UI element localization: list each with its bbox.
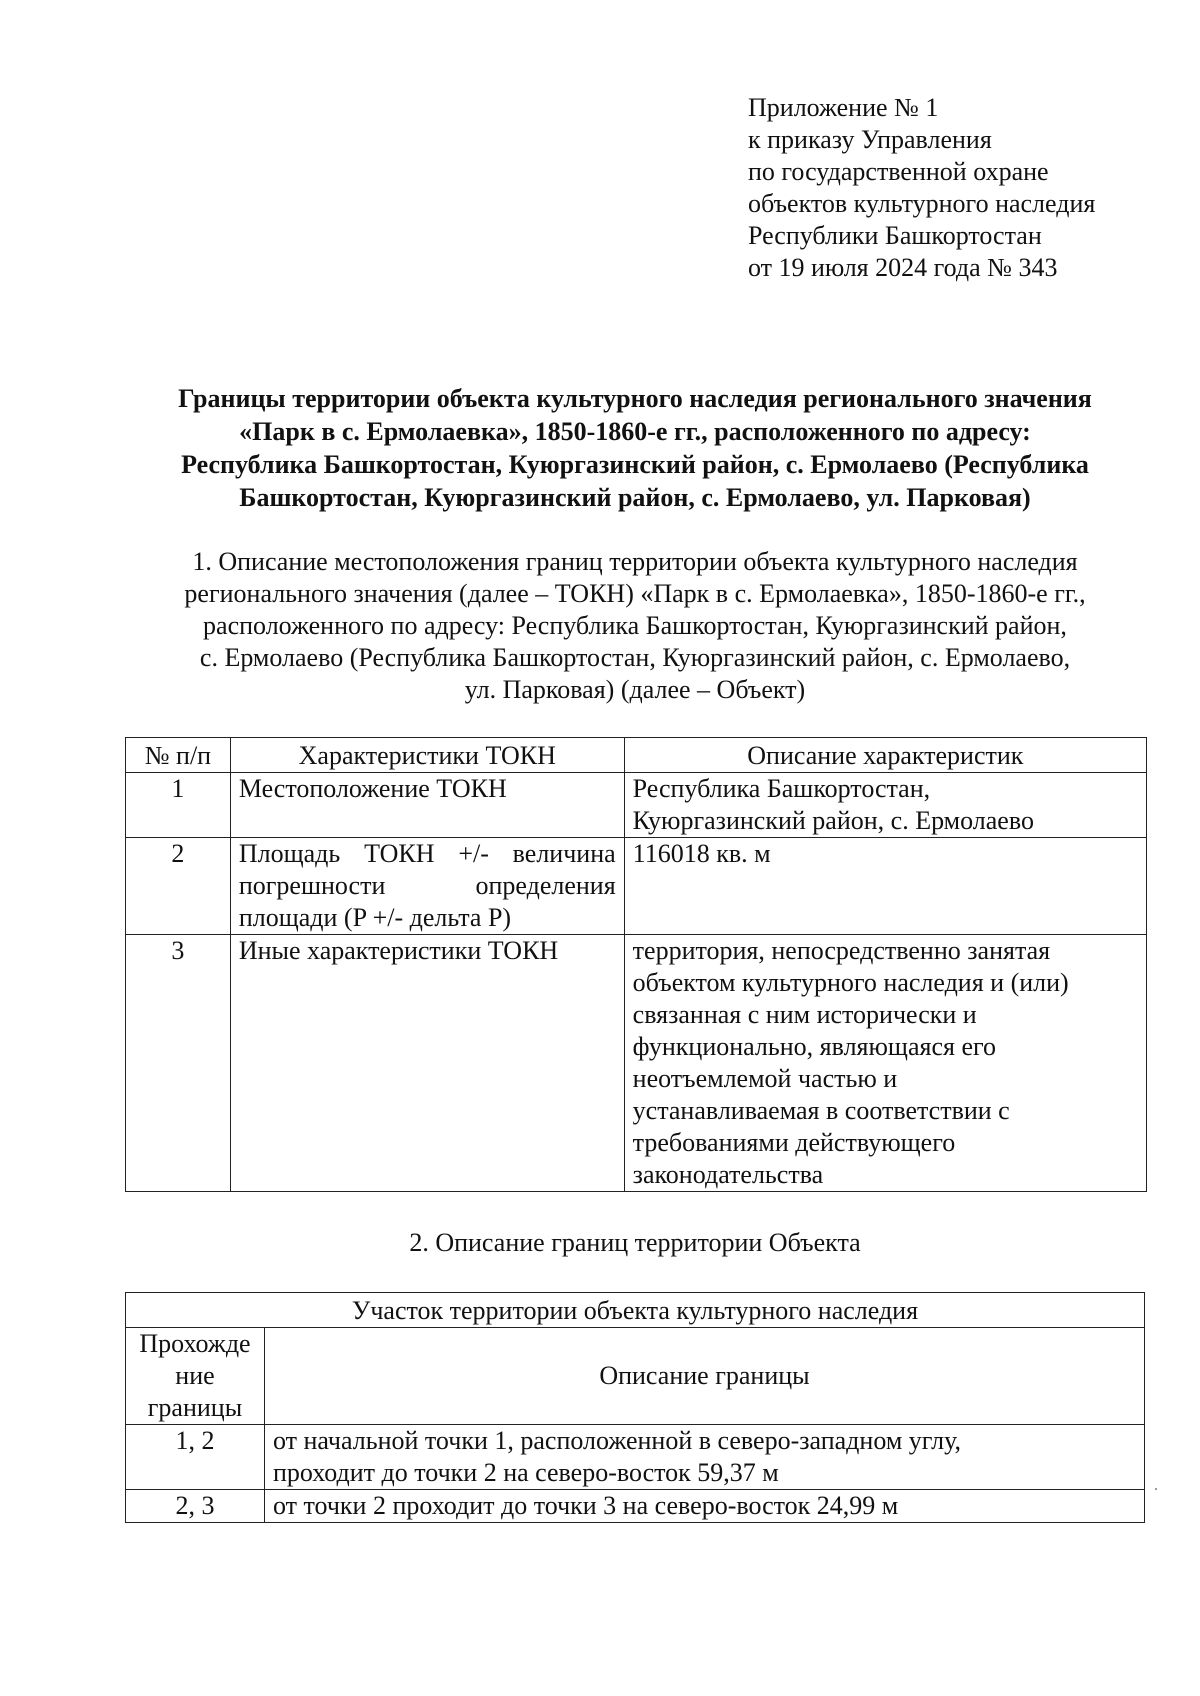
description-line: Куюргазинский район, с. Ермолаево bbox=[632, 806, 1034, 835]
title-line: «Парк в с. Ермолаевка», 1850-1860-е гг., расположенного по адресу: bbox=[239, 417, 1031, 446]
row-number: 1 bbox=[126, 773, 231, 838]
title-line: Республика Башкортостан, Куюргазинский район, с. Ермолаево (Республика bbox=[181, 450, 1089, 479]
appendix-line: к приказу Управления bbox=[748, 125, 992, 154]
description-line: неотъемлемой частью и bbox=[632, 1064, 898, 1093]
header-description: Описание границы bbox=[264, 1328, 1144, 1425]
row-description bbox=[624, 935, 1146, 1192]
appendix-header bbox=[748, 92, 1095, 284]
row-description bbox=[624, 773, 1146, 838]
section-2-heading: 2. Описание границ территории Объекта bbox=[409, 1228, 861, 1257]
title-line: Границы территории объекта культурного наследия регионального значения bbox=[178, 384, 1092, 413]
section-1-heading bbox=[120, 546, 1150, 706]
table-row bbox=[126, 838, 1147, 935]
characteristic-word: определения bbox=[475, 871, 616, 900]
table-row bbox=[126, 1490, 1145, 1523]
borders-table bbox=[125, 1292, 1145, 1523]
section-1-line: 1. Описание местоположения границ территории объекта культурного наследия bbox=[192, 547, 1078, 576]
characteristic-word: величина bbox=[512, 839, 616, 868]
description-line: устанавливаемая в соответствии с bbox=[632, 1096, 1010, 1125]
header-passage-line: границы bbox=[147, 1393, 243, 1422]
section-1-line: расположенного по адресу: Республика Башкортостан, Куюргазинский район, bbox=[203, 611, 1067, 640]
appendix-line: от 19 июля 2024 года № 343 bbox=[748, 253, 1058, 282]
row-characteristic bbox=[230, 838, 624, 935]
appendix-line: по государственной охране bbox=[748, 157, 1049, 186]
characteristic-word: ТОКН bbox=[364, 839, 435, 868]
row-characteristic: Иные характеристики ТОКН bbox=[230, 935, 624, 1192]
header-passage bbox=[126, 1328, 265, 1425]
appendix-line: Республики Башкортостан bbox=[748, 221, 1042, 250]
header-number: № п/п bbox=[126, 738, 231, 773]
table-header-row bbox=[126, 1328, 1145, 1425]
title-line: Башкортостан, Куюргазинский район, с. Ермолаево, ул. Парковая) bbox=[239, 483, 1031, 512]
table-row bbox=[126, 935, 1147, 1192]
description-line: функционально, являющаяся его bbox=[632, 1032, 996, 1061]
description-line: требованиями действующего bbox=[632, 1128, 956, 1157]
appendix-line: объектов культурного наследия bbox=[748, 189, 1096, 218]
characteristic-line: площади (P +/- дельта P) bbox=[238, 903, 512, 932]
description-line: объектом культурного наследия и (или) bbox=[632, 968, 1069, 997]
description-line: территория, непосредственно занятая bbox=[632, 936, 1051, 965]
characteristic-word: +/- bbox=[458, 839, 489, 868]
row-points: 1, 2 bbox=[126, 1425, 265, 1490]
table-caption: Участок территории объекта культурного наследия bbox=[126, 1293, 1145, 1328]
characteristics-table bbox=[125, 737, 1147, 1192]
header-description: Описание характеристик bbox=[624, 738, 1146, 773]
table-row bbox=[126, 773, 1147, 838]
section-1-line: ул. Парковая) (далее – Объект) bbox=[464, 675, 806, 704]
characteristic-word: Площадь bbox=[238, 839, 341, 868]
table-row bbox=[126, 1425, 1145, 1490]
header-passage-line: ние bbox=[175, 1361, 215, 1390]
section-1-line: регионального значения (далее – ТОКН) «Парк в с. Ермолаевка», 1850-1860-е гг., bbox=[184, 579, 1086, 608]
row-description bbox=[264, 1425, 1144, 1490]
appendix-line: Приложение № 1 bbox=[748, 93, 939, 122]
section-1-line: с. Ермолаево (Республика Башкортостан, Куюргазинский район, с. Ермолаево, bbox=[199, 643, 1071, 672]
header-passage-line: Прохожде bbox=[139, 1329, 251, 1358]
description-line: проходит до точки 2 на северо-восток 59,37 м bbox=[272, 1458, 779, 1487]
description-line: законодательства bbox=[632, 1160, 824, 1189]
header-characteristic: Характеристики ТОКН bbox=[230, 738, 624, 773]
table-caption-row bbox=[126, 1293, 1145, 1328]
row-points: 2, 3 bbox=[126, 1490, 265, 1523]
characteristic-line bbox=[239, 870, 616, 902]
description-line: Республика Башкортостан, bbox=[632, 774, 931, 803]
row-number: 2 bbox=[126, 838, 231, 935]
description-line: от начальной точки 1, расположенной в северо-западном углу, bbox=[272, 1426, 961, 1455]
characteristic-line bbox=[239, 838, 616, 870]
characteristic-word: погрешности bbox=[238, 871, 386, 900]
document-title bbox=[120, 382, 1150, 514]
row-characteristic: Местоположение ТОКН bbox=[230, 773, 624, 838]
scan-speck bbox=[1155, 1488, 1157, 1490]
row-number: 3 bbox=[126, 935, 231, 1192]
row-description: от точки 2 проходит до точки 3 на северо-восток 24,99 м bbox=[264, 1490, 1144, 1523]
table-header-row bbox=[126, 738, 1147, 773]
description-line: связанная с ним исторически и bbox=[632, 1000, 977, 1029]
row-description: 116018 кв. м bbox=[624, 838, 1146, 935]
